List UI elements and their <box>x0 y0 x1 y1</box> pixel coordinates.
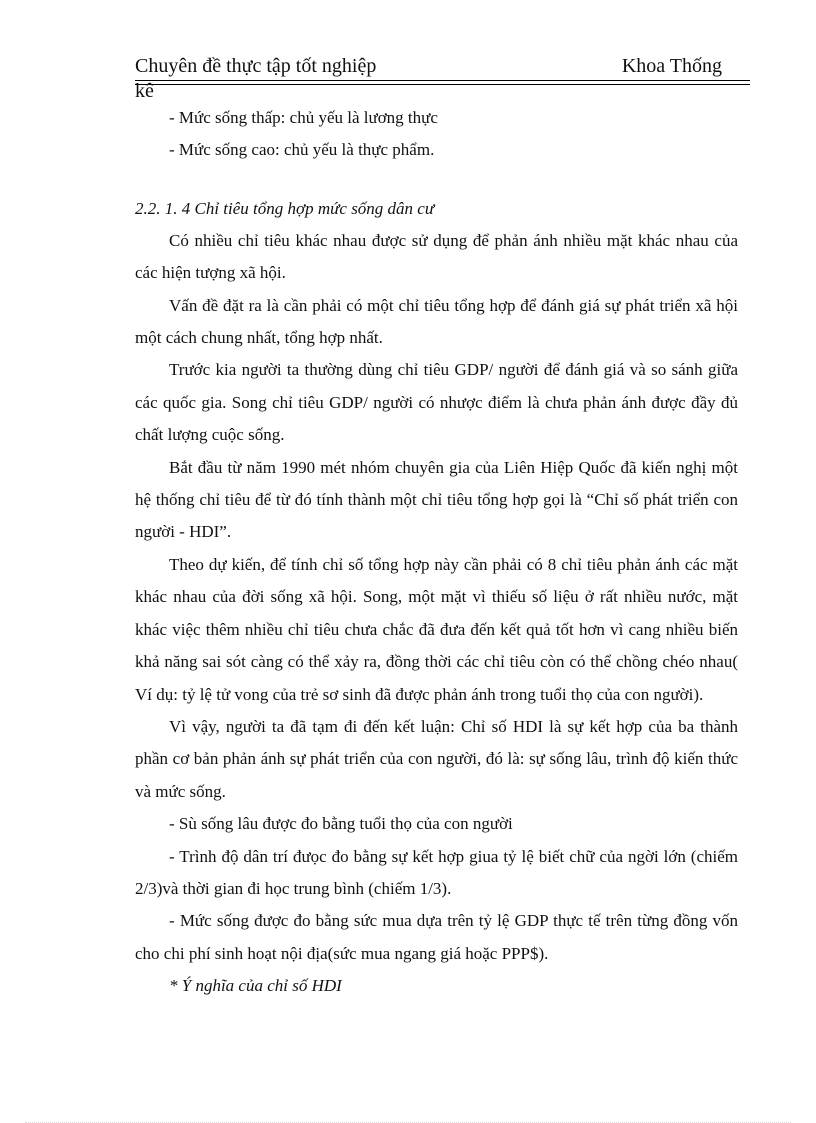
header-department: Khoa Thống <box>621 55 722 77</box>
header-title: Chuyên đề thực tập tốt nghiệp <box>135 55 377 77</box>
list-item: - Sù sống lâu được đo bằng tuổi thọ của con người <box>169 814 513 834</box>
page-header <box>135 52 750 82</box>
section-heading: 2.2. 1. 4 Chỉ tiêu tổng hợp mức sống dân cư <box>135 198 435 218</box>
paragraph: Bắt đầu từ năm 1990 mét nhóm chuyên gia của Liên Hiệp Quốc đã kiến nghị một hệ thống chỉ tiêu để từ đó tính thành một chỉ tiêu tổng hợp gọi là “Chỉ số phát triển con người - HDI”. <box>135 457 738 542</box>
document-body <box>135 102 738 1003</box>
paragraph: Theo dự kiến, để tính chỉ số tổng hợp này cần phải có 8 chỉ tiêu phản ánh các mặt khác nhau của đời sống xã hội. Song, một mặt vì thiếu số liệu ở rất nhiều nước, mặt khác việc thêm nhiều chỉ tiêu chưa chắc đã đưa đến kết quả tốt hơn vì cang nhiều biến khả năng sai sót càng có thể xảy ra, đồng thời các chỉ tiêu còn có thể chồng chéo nhau( Ví dụ: tỷ lệ tử vong của trẻ sơ sinh đã được phản ánh trong tuổi thọ của con người). <box>135 554 738 704</box>
header-rule-bottom <box>135 84 750 85</box>
header-rule-top <box>135 80 750 81</box>
subsection-heading: * Ý nghĩa của chỉ số HDI <box>169 976 342 996</box>
header-continuation: kê <box>135 80 154 102</box>
paragraph: Vấn đề đặt ra là cần phải có một chỉ tiêu tổng hợp để đánh giá sự phát triển xã hội một cách chung nhất, tổng hợp nhất. <box>135 295 738 348</box>
list-item: - Mức sống được đo bằng sức mua dựa trên tỷ lệ GDP thực tế trên từng đồng vốn cho chi phí sinh hoạt nội địa(sức mua ngang giá hoặc PPP$). <box>135 911 738 963</box>
list-item: - Trình độ dân trí đưọc đo bằng sự kết hợp giua tỷ lệ biết chữ của ngời lớn (chiếm 2/3)và thời gian đi học trung bình (chiếm 1/3). <box>135 846 738 898</box>
list-item: - Mức sống cao: chủ yếu là thực phẩm. <box>169 140 435 160</box>
paragraph: Vì vậy, người ta đã tạm đi đến kết luận: Chỉ số HDI là sự kết hợp của ba thành phần cơ bản phản ánh sự phát triển của con người, đó là: sự sống lâu, trình độ kiến thức và mức sống. <box>135 716 738 801</box>
paragraph: Trước kia người ta thường dùng chỉ tiêu GDP/ người để đánh giá và so sánh giữa các quốc gia. Song chỉ tiêu GDP/ người có nhược điểm là chưa phản ánh được đầy đủ chất lượng cuộc sống. <box>135 360 738 445</box>
list-item: - Mức sống thấp: chủ yếu là lương thực <box>169 108 438 127</box>
paragraph: Có nhiều chỉ tiêu khác nhau được sử dụng để phản ánh nhiều mặt khác nhau của các hiện tượng xã hội. <box>135 230 738 283</box>
